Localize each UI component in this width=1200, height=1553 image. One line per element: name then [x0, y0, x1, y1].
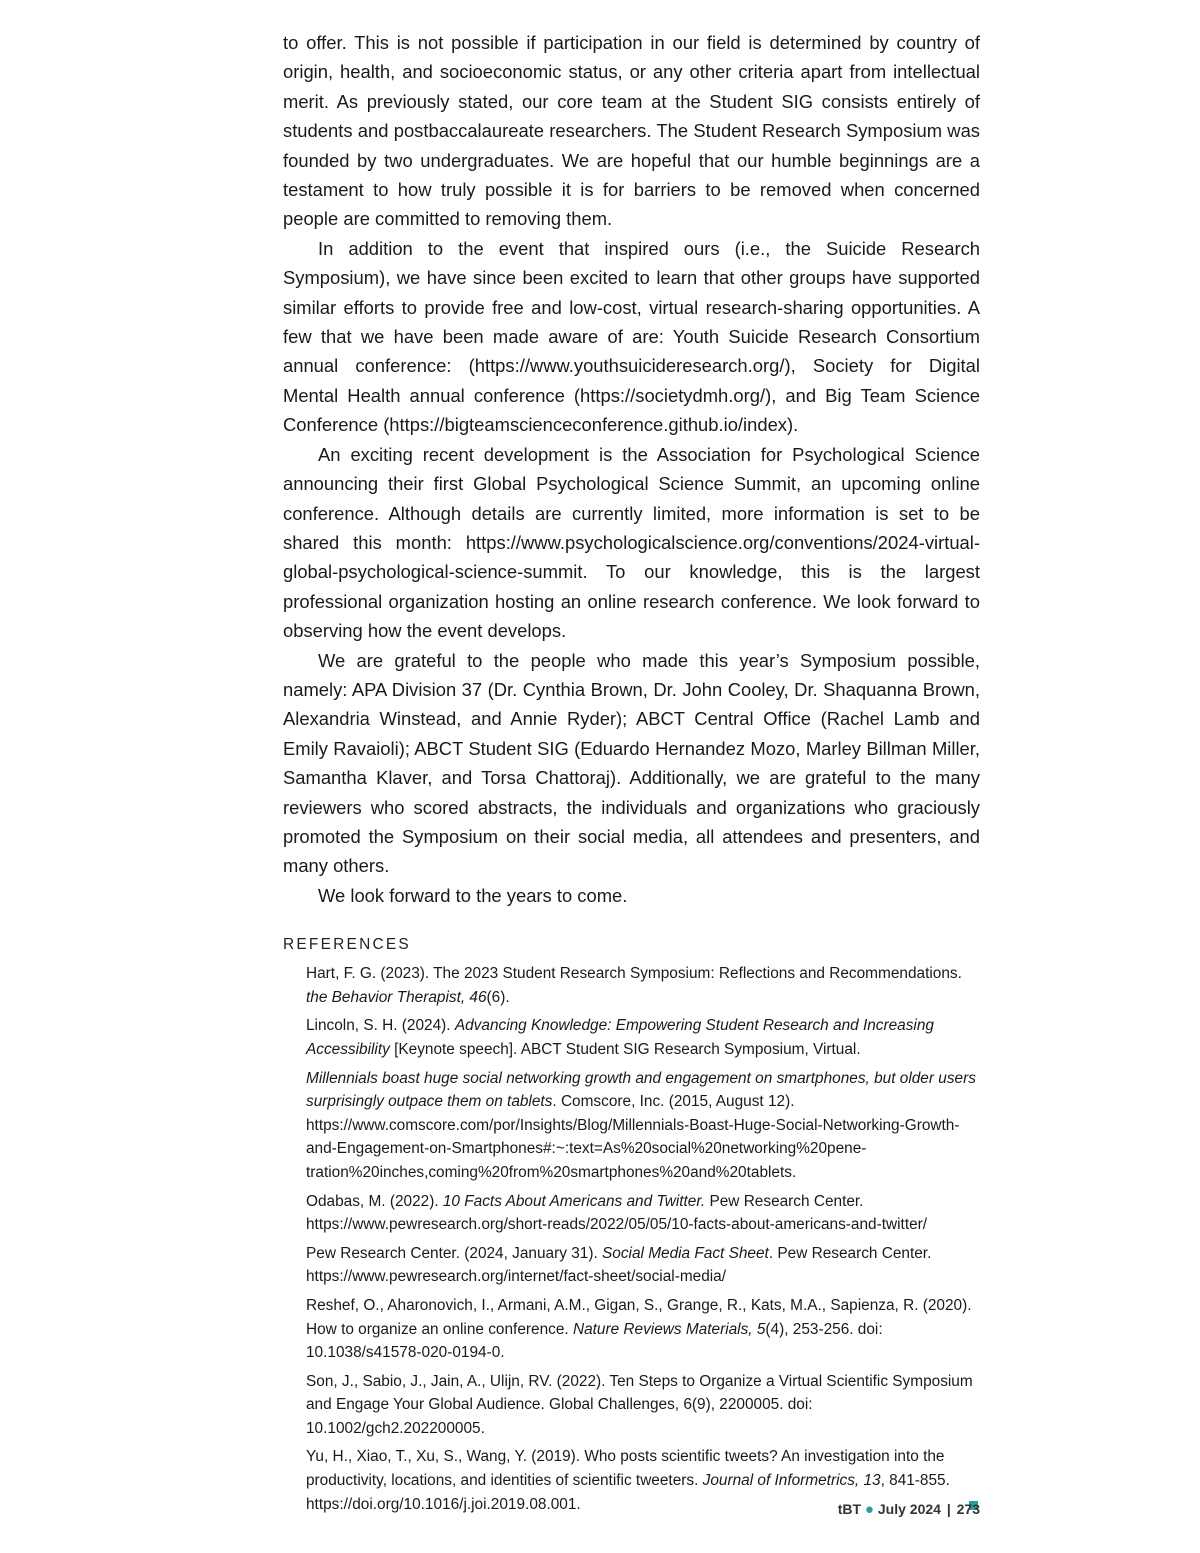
reference-entry	[306, 1294, 980, 1365]
reference-italic-text: the Behavior Therapist, 46	[306, 988, 487, 1006]
page-footer	[838, 1501, 980, 1518]
article-body	[283, 28, 980, 910]
references-heading: REFERENCES	[283, 936, 411, 954]
reference-italic-text: 10 Facts About Americans and Twitter.	[442, 1192, 706, 1210]
reference-text: Hart, F. G. (2023). The 2023 Student Research Symposium: Reflections and Recommendations.	[306, 965, 962, 983]
reference-italic-text: Advancing Knowledge: Empowering Student Research and Increasing Accessibility	[306, 1017, 934, 1058]
reference-text: Son, J., Sabio, J., Jain, A., Ulijn, RV. (2022). Ten Steps to Organize a Virtual Scientific Symposium and Engage Your Global Audience. Global Challenges, 6(9), 2200005. doi: 10.1002/gch2.202200005.	[306, 1372, 973, 1437]
body-paragraph: We are grateful to the people who made this year’s Symposium possible, namely: APA Division 37 (Dr. Cynthia Brown, Dr. John Cooley, Dr. Shaquanna Brown, Alexandria Winstead, and Annie Ryder); ABCT Central Office (Rachel Lamb and Emily Ravaioli); ABCT Student SIG (Eduardo Hernandez Mozo, Marley Billman Miller, Samantha Klaver, and Torsa Chattoraj). Additionally, we are grateful to the many reviewers who scored abstracts, the individuals and organizations who graciously promoted the Symposium on their social media, all attendees and presenters, and many others.	[283, 649, 980, 877]
reference-text: Pew Research Center. https://www.pewresearch.org/short-reads/2022/05/05/10-facts-about-americans-and-twitter/	[306, 1192, 928, 1234]
reference-text: Lincoln, S. H. (2024).	[306, 1017, 455, 1035]
reference-text: Pew Research Center. (2024, January 31).	[306, 1244, 602, 1262]
body-paragraph: We look forward to the years to come.	[318, 884, 628, 906]
journal-abbrev: tBT	[837, 1501, 862, 1517]
reference-text: (4), 253-256. doi: 10.1038/s41578-020-0194-0.	[306, 1320, 883, 1362]
reference-list	[283, 962, 980, 1516]
reference-entry	[306, 962, 980, 1009]
reference-italic-text: Social Media Fact Sheet	[602, 1244, 769, 1262]
article-column	[283, 28, 980, 1521]
reference-italic-text: Millennials boast huge social networking growth and engagement on smartphones, but older users surprisingly outpace them on tablets	[306, 1069, 976, 1111]
reference-text: . Comscore, Inc. (2015, August 12). https://www.comscore.com/por/Insights/Blog/Millennials-Boast-Huge-Social-Networking-Growth-and-Engagement-on-Smartphones#:~:text=As%20social%20networking%20penetration%20inches,coming%20from%20smartphones%20and%20tablets.	[306, 1093, 960, 1181]
reference-entry	[306, 1014, 980, 1061]
reference-text: . Pew Research Center. https://www.pewresearch.org/internet/fact-sheet/social-media/	[306, 1244, 932, 1286]
body-paragraph: In addition to the event that inspired ours (i.e., the Suicide Research Symposium), we have since been excited to learn that other groups have supported similar efforts to provide free and low-cost, virtual research-sharing opportunities. A few that we have been made aware of are: Youth Suicide Research Consortium annual conference: (https://www.youthsuicideresearch.org/), Society for Digital Mental Health annual conference (https://societydmh.org/), and Big Team Science Conference (https://bigteamscienceconference.github.io/index).	[283, 237, 980, 436]
reference-italic-text: Journal of Informetrics, 13	[702, 1472, 881, 1490]
page-number: 273	[956, 1501, 980, 1517]
reference-text: Yu, H., Xiao, T., Xu, S., Wang, Y. (2019). Who posts scientific tweets? An investigation into the productivity, locations, and identities of scientific tweeters.	[306, 1448, 945, 1490]
footer-separator: |	[946, 1501, 951, 1517]
reference-entry	[306, 1190, 980, 1237]
body-paragraph: An exciting recent development is the Association for Psychological Science announcing their first Global Psychological Science Summit, an upcoming online conference. Although details are currently limited, more information is set to be shared this month: https://www.psychologicalscience.org/conventions/2024-virtual-global-psychological-science-summit. To our knowledge, this is the largest professional organization hosting an online research conference. We look forward to observing how the event develops.	[283, 443, 980, 642]
bullet-dot-icon: ●	[864, 1501, 874, 1518]
reference-text: (6).	[486, 988, 510, 1006]
reference-entry	[306, 1067, 980, 1185]
reference-text: [Keynote speech]. ABCT Student SIG Research Symposium, Virtual.	[389, 1040, 861, 1058]
reference-entry	[306, 1370, 980, 1441]
reference-text: Odabas, M. (2022).	[306, 1192, 443, 1210]
reference-italic-text: Nature Reviews Materials, 5	[572, 1320, 766, 1338]
body-paragraph: to offer. This is not possible if participation in our field is determined by country of origin, health, and socioeconomic status, or any other criteria apart from intellectual merit. As previously stated, our core team at the Student SIG consists entirely of students and postbaccalaureate researchers. The Student Research Symposium was founded by two undergraduates. We are hopeful that our humble beginnings are a testament to how truly possible it is for barriers to be removed when concerned people are committed to removing them.	[283, 32, 980, 230]
reference-text: , 841-855. https://doi.org/10.1016/j.joi.2019.08.001.	[306, 1472, 950, 1513]
issue-date: July 2024	[877, 1501, 941, 1517]
reference-text: Reshef, O., Aharonovich, I., Armani, A.M., Gigan, S., Grange, R., Kats, M.A., Sapienza, R. (2020). How to organize an online conference.	[306, 1296, 972, 1338]
reference-entry	[306, 1242, 980, 1289]
